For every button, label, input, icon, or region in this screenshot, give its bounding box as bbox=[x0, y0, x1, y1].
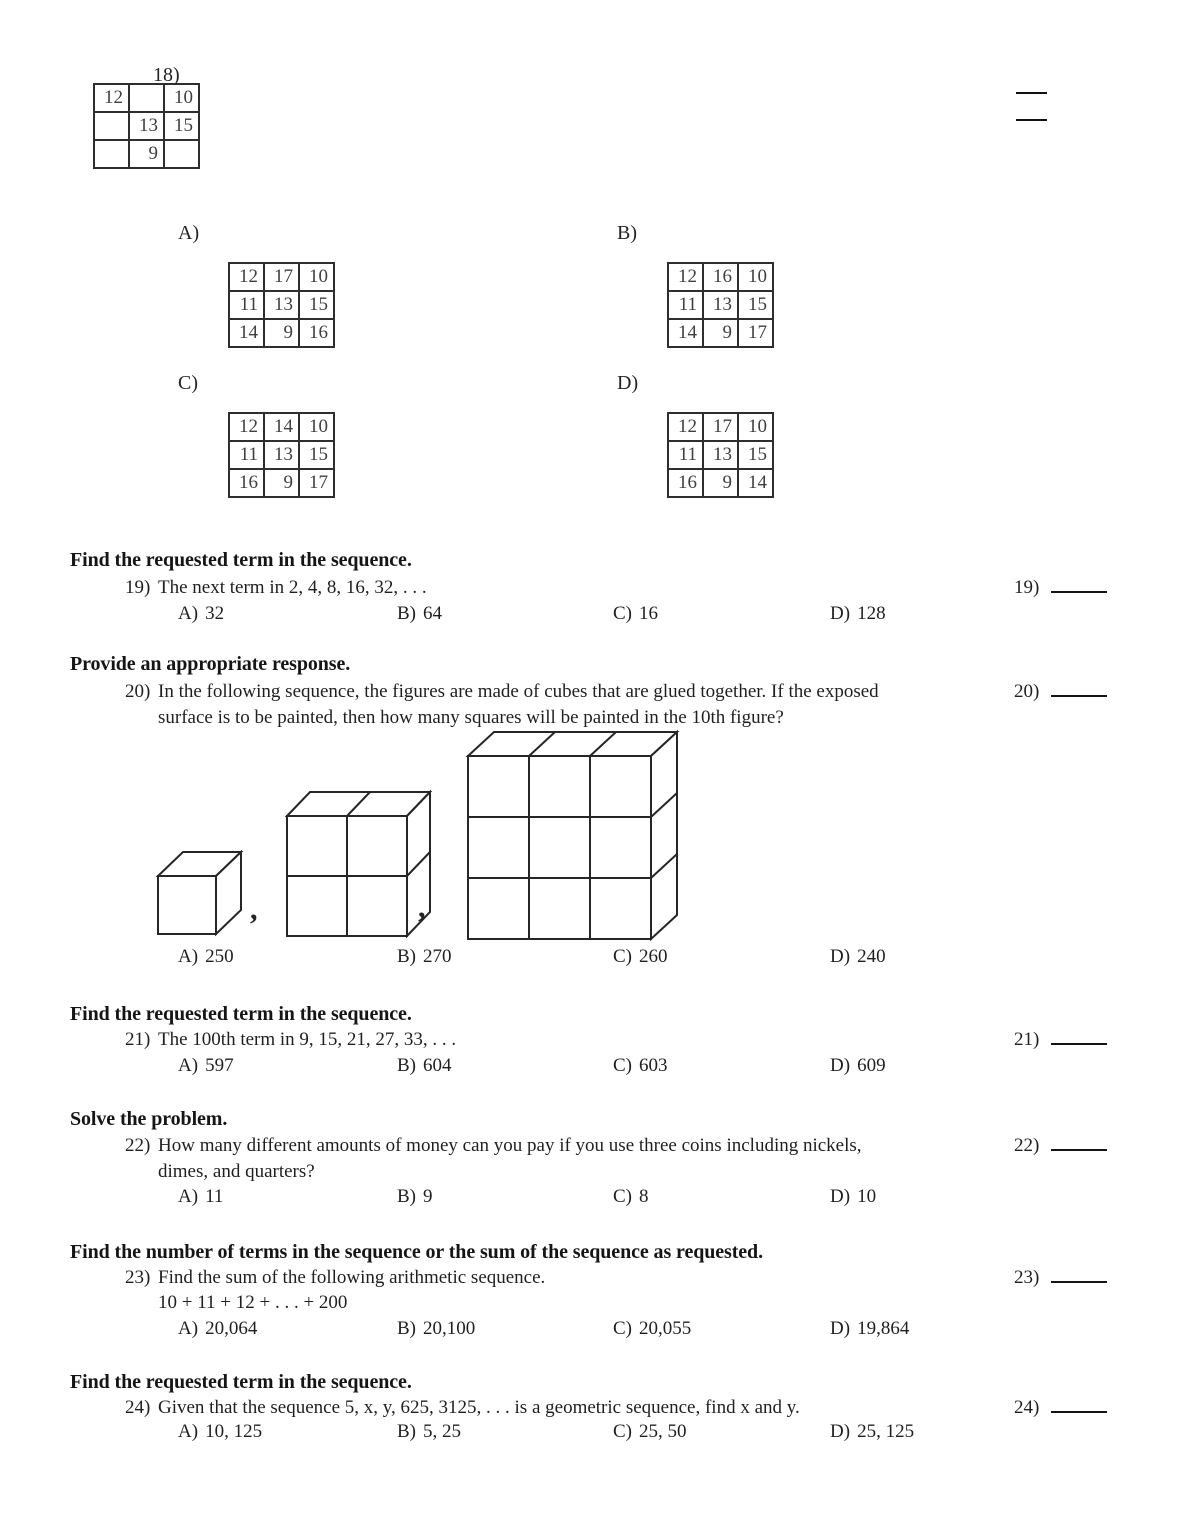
option-a: A) 11 bbox=[178, 1186, 224, 1207]
answer-number: 21) bbox=[1014, 1029, 1040, 1050]
section-header: Find the requested term in the sequence. bbox=[70, 549, 412, 571]
grid-cell: 17 bbox=[264, 263, 299, 291]
cube-figure-2x2 bbox=[286, 791, 432, 938]
option-c: C) 8 bbox=[613, 1186, 649, 1207]
grid-cell: 9 bbox=[129, 140, 164, 168]
grid-cell: 10 bbox=[299, 263, 334, 291]
answer-number: 19) bbox=[1014, 577, 1040, 598]
magic-square-choice-b bbox=[667, 262, 774, 348]
option-b: B) 604 bbox=[397, 1055, 452, 1076]
grid-cell: 9 bbox=[703, 319, 738, 347]
question-number: 22) bbox=[125, 1135, 151, 1156]
grid-cell: 11 bbox=[229, 441, 264, 469]
question-text: Find the sum of the following arithmetic sequence. bbox=[158, 1267, 546, 1288]
answer-slot bbox=[1014, 1029, 1107, 1051]
question-text: In the following sequence, the figures are made of cubes that are glued together. If the exposed bbox=[158, 681, 879, 702]
answer-slot bbox=[1014, 577, 1107, 599]
question-text: dimes, and quarters? bbox=[158, 1161, 315, 1182]
answer-blank bbox=[1051, 1397, 1107, 1413]
grid-cell: 13 bbox=[703, 291, 738, 319]
grid-cell: 10 bbox=[164, 84, 199, 112]
answer-blank-line bbox=[1016, 119, 1047, 121]
answer-number: 22) bbox=[1014, 1135, 1040, 1156]
grid-cell: 15 bbox=[738, 291, 773, 319]
question-text: How many different amounts of money can you pay if you use three coins including nickels, bbox=[158, 1135, 862, 1156]
grid-cell: 14 bbox=[264, 413, 299, 441]
choice-c-label: C) bbox=[178, 372, 198, 394]
grid-cell: 11 bbox=[668, 291, 703, 319]
grid-cell: 12 bbox=[94, 84, 129, 112]
option-c: C) 603 bbox=[613, 1055, 668, 1076]
grid-cell: 10 bbox=[299, 413, 334, 441]
question-18-number: 18) bbox=[153, 64, 180, 86]
grid-cell: 16 bbox=[668, 469, 703, 497]
section-header: Find the requested term in the sequence. bbox=[70, 1371, 412, 1393]
grid-cell: 15 bbox=[299, 291, 334, 319]
choice-d-label: D) bbox=[617, 372, 639, 394]
answer-slot bbox=[1014, 1135, 1107, 1157]
figure-separator-comma: , bbox=[418, 891, 426, 924]
grid-cell: 17 bbox=[738, 319, 773, 347]
section-header: Provide an appropriate response. bbox=[70, 653, 351, 675]
grid-cell: 14 bbox=[668, 319, 703, 347]
grid-cell: 10 bbox=[738, 413, 773, 441]
option-a: A) 10, 125 bbox=[178, 1421, 263, 1442]
grid-cell: 16 bbox=[703, 263, 738, 291]
question-number: 19) bbox=[125, 577, 151, 598]
cube-figure-1x1 bbox=[157, 851, 242, 935]
grid-cell: 14 bbox=[229, 319, 264, 347]
answer-number: 24) bbox=[1014, 1397, 1040, 1418]
choice-b-label: B) bbox=[617, 222, 637, 244]
grid-cell: 14 bbox=[738, 469, 773, 497]
answer-blank-line bbox=[1016, 92, 1047, 94]
option-b: B) 5, 25 bbox=[397, 1421, 461, 1442]
grid-cell: 11 bbox=[229, 291, 264, 319]
option-a: A) 20,064 bbox=[178, 1318, 258, 1339]
option-d: D) 128 bbox=[830, 603, 886, 624]
answer-slot bbox=[1014, 1267, 1107, 1289]
answer-slot bbox=[1014, 681, 1107, 703]
question-text: surface is to be painted, then how many squares will be painted in the 10th figure? bbox=[158, 707, 784, 728]
option-d: D) 240 bbox=[830, 946, 886, 967]
grid-cell: 16 bbox=[229, 469, 264, 497]
sequence-expression: 10 + 11 + 12 + . . . + 200 bbox=[158, 1292, 348, 1313]
option-d: D) 25, 125 bbox=[830, 1421, 915, 1442]
answer-number: 20) bbox=[1014, 681, 1040, 702]
question-number: 21) bbox=[125, 1029, 151, 1050]
magic-square-choice-a bbox=[228, 262, 335, 348]
grid-cell: 9 bbox=[264, 469, 299, 497]
question-text: The 100th term in 9, 15, 21, 27, 33, . . . bbox=[158, 1029, 457, 1050]
option-c: C) 260 bbox=[613, 946, 668, 967]
option-d: D) 19,864 bbox=[830, 1318, 910, 1339]
grid-cell bbox=[94, 140, 129, 168]
grid-cell: 15 bbox=[299, 441, 334, 469]
question-text: The next term in 2, 4, 8, 16, 32, . . . bbox=[158, 577, 427, 598]
question-number: 24) bbox=[125, 1397, 151, 1418]
option-b: B) 64 bbox=[397, 603, 442, 624]
grid-cell: 13 bbox=[703, 441, 738, 469]
choice-a-label: A) bbox=[178, 222, 200, 244]
answer-blank bbox=[1051, 1267, 1107, 1283]
section-header: Solve the problem. bbox=[70, 1108, 228, 1130]
grid-cell: 17 bbox=[703, 413, 738, 441]
option-b: B) 20,100 bbox=[397, 1318, 476, 1339]
grid-cell: 16 bbox=[299, 319, 334, 347]
cube-figure-3x3 bbox=[467, 731, 678, 940]
question-number: 23) bbox=[125, 1267, 151, 1288]
option-b: B) 9 bbox=[397, 1186, 433, 1207]
grid-cell: 13 bbox=[264, 291, 299, 319]
section-header: Find the number of terms in the sequence or the sum of the sequence as requested. bbox=[70, 1241, 763, 1263]
magic-square-choice-c bbox=[228, 412, 335, 498]
option-a: A) 32 bbox=[178, 603, 225, 624]
grid-cell: 13 bbox=[264, 441, 299, 469]
grid-cell: 10 bbox=[738, 263, 773, 291]
option-a: A) 597 bbox=[178, 1055, 234, 1076]
answer-number: 23) bbox=[1014, 1267, 1040, 1288]
option-d: D) 10 bbox=[830, 1186, 877, 1207]
answer-blank bbox=[1051, 1029, 1107, 1045]
answer-blank bbox=[1051, 577, 1107, 593]
grid-cell: 9 bbox=[703, 469, 738, 497]
grid-cell: 12 bbox=[668, 263, 703, 291]
option-a: A) 250 bbox=[178, 946, 234, 967]
grid-cell: 11 bbox=[668, 441, 703, 469]
grid-cell: 12 bbox=[229, 413, 264, 441]
grid-cell: 12 bbox=[229, 263, 264, 291]
grid-cell: 12 bbox=[668, 413, 703, 441]
grid-cell: 17 bbox=[299, 469, 334, 497]
grid-cell: 15 bbox=[738, 441, 773, 469]
option-c: C) 20,055 bbox=[613, 1318, 692, 1339]
option-d: D) 609 bbox=[830, 1055, 886, 1076]
option-b: B) 270 bbox=[397, 946, 452, 967]
grid-cell bbox=[94, 112, 129, 140]
section-header: Find the requested term in the sequence. bbox=[70, 1003, 412, 1025]
grid-cell bbox=[164, 140, 199, 168]
option-c: C) 25, 50 bbox=[613, 1421, 687, 1442]
answer-blank bbox=[1051, 681, 1107, 697]
magic-square-given bbox=[93, 83, 200, 169]
grid-cell: 15 bbox=[164, 112, 199, 140]
grid-cell bbox=[129, 84, 164, 112]
figure-separator-comma: , bbox=[250, 893, 258, 926]
question-text: Given that the sequence 5, x, y, 625, 3125, . . . is a geometric sequence, find x and y. bbox=[158, 1397, 800, 1418]
answer-slot bbox=[1014, 1397, 1107, 1419]
option-c: C) 16 bbox=[613, 603, 658, 624]
grid-cell: 13 bbox=[129, 112, 164, 140]
question-number: 20) bbox=[125, 681, 151, 702]
answer-blank bbox=[1051, 1135, 1107, 1151]
magic-square-choice-d bbox=[667, 412, 774, 498]
grid-cell: 9 bbox=[264, 319, 299, 347]
